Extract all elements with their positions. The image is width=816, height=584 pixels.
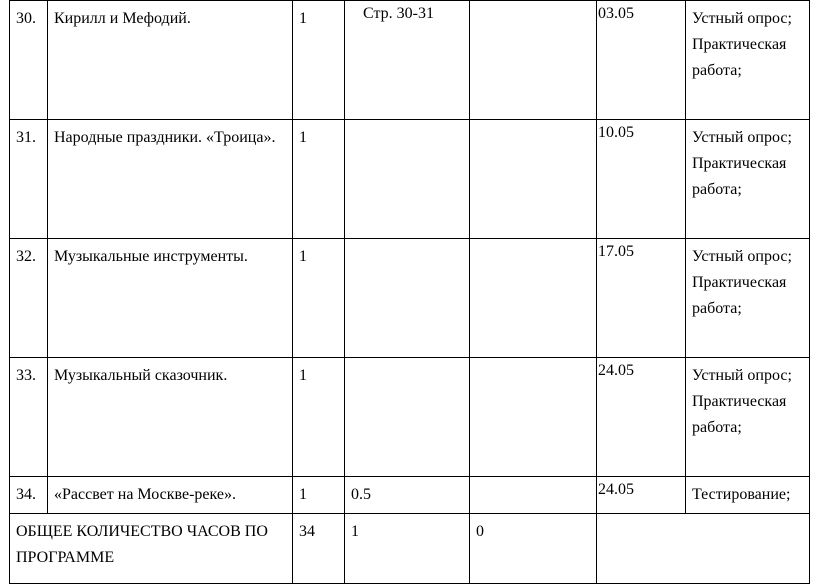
lesson-hours: 1 xyxy=(293,477,345,514)
lesson-topic: Музыкальные инструменты. xyxy=(48,239,293,358)
lesson-topic: Музыкальный сказочник. xyxy=(48,358,293,477)
total-hours: 34 xyxy=(293,514,345,584)
lesson-control-form: Устный опрос; Практическая работа; xyxy=(686,239,810,358)
lesson-date: 17.05 xyxy=(597,239,686,358)
lesson-extra xyxy=(470,358,597,477)
total-practice: 1 xyxy=(345,514,470,584)
lesson-extra xyxy=(470,477,597,514)
lesson-control-form: Тестирование; xyxy=(686,477,810,514)
row-number: 33. xyxy=(10,358,48,477)
lesson-topic: «Рассвет на Москве-реке». xyxy=(48,477,293,514)
total-control: 0 xyxy=(470,514,597,584)
lesson-page xyxy=(345,120,470,239)
lesson-control-form: Устный опрос; Практическая работа; xyxy=(686,358,810,477)
total-hours-label: ОБЩЕЕ КОЛИЧЕСТВО ЧАСОВ ПО ПРОГРАММЕ xyxy=(10,514,293,584)
lesson-date: 10.05 xyxy=(597,120,686,239)
table-row xyxy=(10,120,810,239)
lesson-hours: 1 xyxy=(293,120,345,239)
lesson-page xyxy=(345,239,470,358)
row-number: 34. xyxy=(10,477,48,514)
lesson-date: 24.05 xyxy=(597,358,686,477)
lesson-control-form: Устный опрос; Практическая работа; xyxy=(686,120,810,239)
total-empty xyxy=(597,514,810,584)
lesson-control-form: Устный опрос; Практическая работа; xyxy=(686,1,810,120)
lesson-topic: Кирилл и Мефодий. xyxy=(48,1,293,120)
table-row xyxy=(10,1,810,120)
row-number: 30. xyxy=(10,1,48,120)
lesson-date: 24.05 xyxy=(597,477,686,514)
lesson-extra xyxy=(470,239,597,358)
lesson-page: Стр. 30-31 xyxy=(345,1,470,120)
lesson-extra xyxy=(470,120,597,239)
lesson-date: 03.05 xyxy=(597,1,686,120)
lesson-page xyxy=(345,358,470,477)
lesson-hours: 1 xyxy=(293,239,345,358)
lesson-extra xyxy=(470,1,597,120)
lesson-plan-table xyxy=(9,0,810,584)
lesson-page: 0.5 xyxy=(345,477,470,514)
row-number: 31. xyxy=(10,120,48,239)
lesson-hours: 1 xyxy=(293,358,345,477)
total-row xyxy=(10,514,810,584)
table-row xyxy=(10,239,810,358)
table-row xyxy=(10,477,810,514)
lesson-hours: 1 xyxy=(293,1,345,120)
row-number: 32. xyxy=(10,239,48,358)
lesson-topic: Народные праздники. «Троица». xyxy=(48,120,293,239)
table-row xyxy=(10,358,810,477)
